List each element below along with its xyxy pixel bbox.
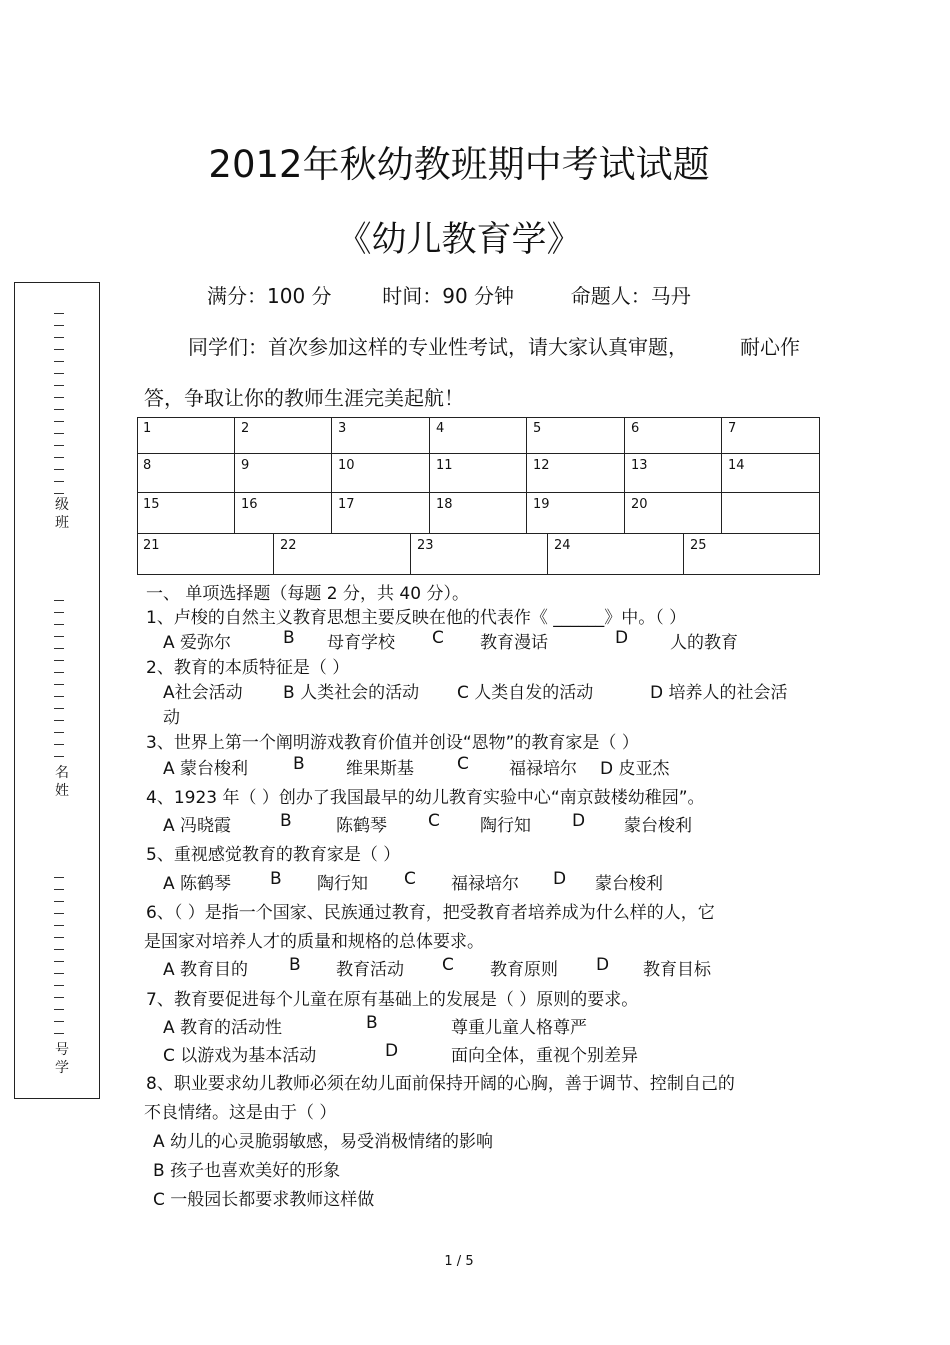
page-title: 2012年秋幼教班期中考试试题 [208, 143, 710, 186]
answer-cell[interactable]: 19 [527, 493, 625, 534]
dash-segment [54, 997, 64, 998]
answer-grid-row-2 [137, 454, 820, 493]
q1-option-a: A 爱弥尔 [163, 633, 232, 653]
q6-option-a: A 教育目的 [163, 960, 249, 980]
answer-cell[interactable] [722, 493, 820, 534]
dash-segment [54, 913, 64, 914]
q5-option-c-letter: C [404, 869, 416, 889]
answer-cell[interactable]: 3 [332, 417, 430, 454]
answer-cell[interactable]: 16 [235, 493, 332, 534]
q2-option-c: C 人类自发的活动 [457, 683, 594, 703]
answer-cell[interactable]: 21 [137, 534, 274, 575]
q4-option-c: 陶行知 [480, 816, 531, 836]
dash-segment [54, 457, 64, 458]
dash-segment [54, 660, 64, 661]
dash-segment [54, 409, 64, 410]
dash-segment [54, 469, 64, 470]
q4-option-a: A 冯晓霞 [163, 816, 232, 836]
q1-option-d-letter: D [615, 628, 629, 648]
section-heading: 一、 单项选择题（每题 2 分，共 40 分）。 [146, 584, 469, 604]
q7-option-b-letter: B [366, 1013, 378, 1033]
question-7: 7、教育要促进每个儿童在原有基础上的发展是（ ）原则的要求。 [146, 990, 639, 1010]
q7-option-d-letter: D [385, 1041, 399, 1061]
dash-segment [54, 385, 64, 386]
dash-segment [54, 889, 64, 890]
q4-option-d: 蒙台梭利 [624, 816, 692, 836]
q3-option-c-letter: C [457, 754, 469, 774]
exam-time: 时间：90 分钟 [382, 284, 515, 308]
q8-option-c: C 一般园长都要求教师这样做 [153, 1190, 375, 1210]
intro-line-2: 答，争取让你的教师生涯完美起航！ [144, 386, 464, 410]
name-label: 名姓 [55, 765, 69, 799]
answer-cell[interactable]: 6 [625, 417, 722, 454]
student-id-label: 号学 [55, 1042, 69, 1076]
dash-segment [54, 337, 64, 338]
dash-segment [54, 961, 64, 962]
answer-cell[interactable]: 11 [430, 454, 527, 493]
question-5: 5、重视感觉教育的教育家是（ ） [146, 845, 401, 865]
dash-segment [54, 732, 64, 733]
q6-option-c-letter: C [442, 955, 454, 975]
answer-cell[interactable]: 13 [625, 454, 722, 493]
answer-grid-row-3 [137, 493, 820, 534]
dash-segment [54, 1009, 64, 1010]
dash-segment [54, 624, 64, 625]
answer-grid-row-4 [137, 534, 820, 575]
dash-segment [54, 600, 64, 601]
dash-segment [54, 949, 64, 950]
q3-option-c: 福禄培尔 [509, 759, 577, 779]
page-subtitle: 《幼儿教育学》 [336, 220, 582, 260]
dash-segment [54, 612, 64, 613]
answer-cell[interactable]: 20 [625, 493, 722, 534]
question-2: 2、教育的本质特征是（ ） [146, 658, 350, 678]
class-label: 级班 [55, 497, 69, 531]
dash-segment [54, 445, 64, 446]
q6-option-c: 教育原则 [490, 960, 558, 980]
answer-grid-row-1 [137, 417, 820, 454]
answer-cell[interactable]: 17 [332, 493, 430, 534]
answer-cell[interactable]: 4 [430, 417, 527, 454]
answer-cell[interactable]: 25 [690, 538, 707, 553]
answer-cell[interactable]: 15 [137, 493, 235, 534]
dash-segment [54, 373, 64, 374]
answer-cell[interactable]: 12 [527, 454, 625, 493]
answer-cell[interactable]: 5 [527, 417, 625, 454]
answer-cell[interactable]: 18 [430, 493, 527, 534]
dash-segment [54, 421, 64, 422]
dash-segment [54, 756, 64, 757]
q3-option-b: 维果斯基 [346, 759, 414, 779]
q2-option-a: A社会活动 [163, 683, 243, 703]
answer-cell[interactable]: 8 [137, 454, 235, 493]
exam-author: 命题人：马丹 [570, 284, 691, 308]
dash-segment [54, 361, 64, 362]
dash-segment [54, 985, 64, 986]
q8-option-b: B 孩子也喜欢美好的形象 [153, 1161, 341, 1181]
dash-segment [54, 313, 64, 314]
q2-option-d: D 培养人的社会活 [650, 683, 788, 703]
dash-segment [54, 973, 64, 974]
dash-segment [54, 648, 64, 649]
binding-margin-box [14, 282, 100, 1099]
q6-option-d-letter: D [596, 955, 610, 975]
dash-segment [54, 636, 64, 637]
q3-option-b-letter: B [293, 754, 305, 774]
answer-cell[interactable]: 14 [722, 454, 820, 493]
q3-option-d: D 皮亚杰 [600, 759, 670, 779]
q5-option-b: 陶行知 [317, 874, 368, 894]
question-3: 3、世界上第一个阐明游戏教育价值并创设“恩物”的教育家是（ ） [146, 733, 639, 753]
answer-cell[interactable]: 10 [332, 454, 430, 493]
dash-segment [54, 325, 64, 326]
answer-cell[interactable]: 2 [235, 417, 332, 454]
q1-option-c: 教育漫话 [480, 633, 548, 653]
exam-meta [207, 280, 691, 309]
q1-option-b-letter: B [283, 628, 295, 648]
q1-option-b: 母育学校 [327, 633, 395, 653]
q8-option-a: A 幼儿的心灵脆弱敏感，易受消极情绪的影响 [153, 1132, 494, 1152]
answer-cell[interactable]: 1 [137, 417, 235, 454]
q4-option-b: 陈鹤琴 [336, 816, 387, 836]
q7-option-d: 面向全体，重视个别差异 [451, 1046, 638, 1066]
q5-option-b-letter: B [270, 869, 282, 889]
answer-cell[interactable]: 22 [274, 534, 411, 575]
page-number: 1 / 5 [444, 1254, 474, 1269]
q7-option-a: A 教育的活动性 [163, 1018, 283, 1038]
q6-option-d: 教育目标 [643, 960, 711, 980]
q7-option-c: C 以游戏为基本活动 [163, 1046, 317, 1066]
answer-cell[interactable]: 23 [411, 534, 548, 575]
dash-segment [54, 744, 64, 745]
question-1: 1、卢梭的自然主义教育思想主要反映在他的代表作《 ______》中。（ ） [146, 608, 687, 628]
question-6: 6、（ ）是指一个国家、民族通过教育，把受教育者培养成为什么样的人，它 [146, 903, 715, 923]
dash-segment [54, 901, 64, 902]
dash-segment [54, 397, 64, 398]
q4-option-d-letter: D [572, 811, 586, 831]
q3-option-a: A 蒙台梭利 [163, 759, 249, 779]
question-4: 4、1923 年（ ）创办了我国最早的幼儿教育实验中心“南京鼓楼幼稚园”。 [146, 788, 705, 808]
dash-segment [54, 937, 64, 938]
dash-segment [54, 481, 64, 482]
q7-option-b: 尊重儿童人格尊严 [451, 1018, 587, 1038]
dash-segment [54, 684, 64, 685]
question-8: 8、职业要求幼儿教师必须在幼儿面前保持开阔的心胸，善于调节、控制自己的 [146, 1074, 735, 1094]
dash-segment [54, 1021, 64, 1022]
intro-line-1: 同学们：首次参加这样的专业性考试，请大家认真审题， [188, 335, 688, 359]
q1-option-c-letter: C [432, 628, 444, 648]
question-6-continued: 是国家对培养人才的质量和规格的总体要求。 [144, 932, 484, 952]
dash-segment [54, 672, 64, 673]
answer-cell[interactable]: 7 [722, 417, 820, 454]
dash-segment [54, 696, 64, 697]
q4-option-c-letter: C [428, 811, 440, 831]
dash-segment [54, 708, 64, 709]
dash-segment [54, 720, 64, 721]
answer-cell[interactable]: 24 [548, 534, 684, 575]
q5-option-c: 福禄培尔 [451, 874, 519, 894]
dash-segment [54, 1033, 64, 1034]
dash-segment [54, 877, 64, 878]
question-8-continued: 不良情绪。这是由于（ ） [144, 1103, 337, 1123]
dash-segment [54, 433, 64, 434]
answer-cell[interactable]: 9 [235, 454, 332, 493]
q2-option-b: B 人类社会的活动 [283, 683, 420, 703]
q2-option-d-continued: 动 [163, 708, 180, 728]
dash-segment [54, 349, 64, 350]
q4-option-b-letter: B [280, 811, 292, 831]
dash-segment [54, 493, 64, 494]
dash-segment [54, 925, 64, 926]
intro-line-1b: 耐心作 [740, 335, 800, 359]
q6-option-b: 教育活动 [336, 960, 404, 980]
q5-option-d: 蒙台梭利 [595, 874, 663, 894]
q5-option-a: A 陈鹤琴 [163, 874, 232, 894]
full-marks: 满分：100 分 [207, 284, 332, 308]
q5-option-d-letter: D [553, 869, 567, 889]
q1-option-d: 人的教育 [670, 633, 738, 653]
q6-option-b-letter: B [289, 955, 301, 975]
